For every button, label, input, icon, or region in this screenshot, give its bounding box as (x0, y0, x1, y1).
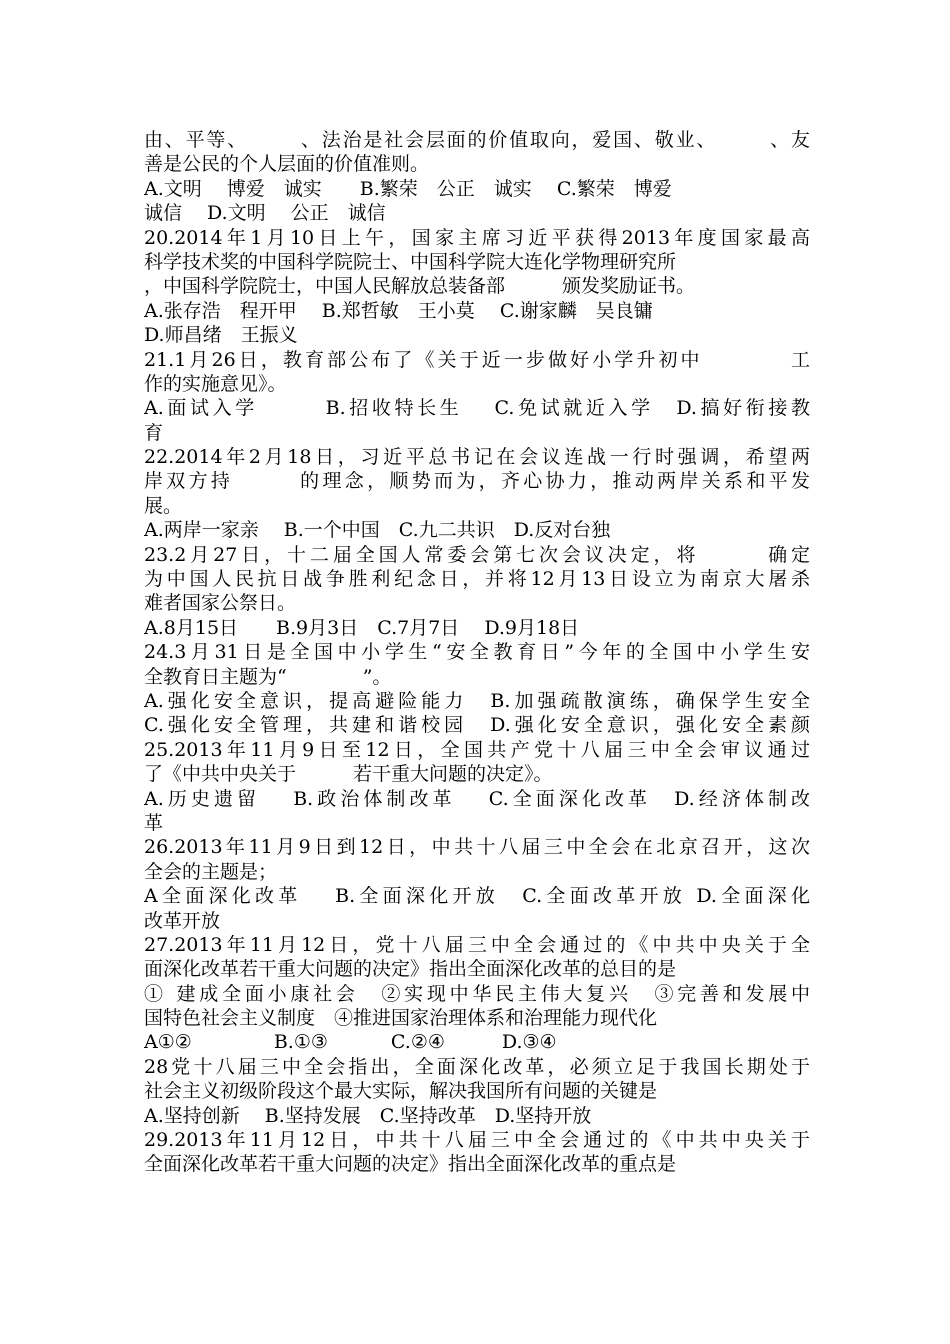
text-line: 善是公民的个人层面的价值准则。 (144, 153, 430, 176)
text-line: 25.2013年11月9日至12日，全国共产党十八届三中全会审议通过 (144, 738, 810, 761)
text-line: A.坚持创新 B.坚持发展 C.坚持改革 D.坚持开放 (144, 1104, 592, 1127)
text-line: 21.1月26日，教育部公布了《关于近一步做好小学升初中 工 (144, 348, 810, 371)
text-line: 22.2014年2月18日，习近平总书记在会议连战一行时强调，希望两 (144, 446, 810, 469)
text-line: 28党十八届三中全会指出，全面深化改革，必须立足于我国长期处于 (144, 1055, 810, 1078)
text-line: 为中国人民抗日战争胜利纪念日，并将12月13日设立为南京大屠杀 (144, 568, 810, 591)
text-line: 诚信 D.文明 公正 诚信 (144, 202, 386, 225)
text-line: 由、平等、 、法治是社会层面的价值取向，爱国、敬业、 、友 (144, 129, 810, 151)
text-line: A.强化安全意识，提高避险能力 B.加强疏散演练，确保学生安全 (144, 689, 810, 712)
text-line: A.文明 博爱 诚实 B.繁荣 公正 诚实 C.繁荣 博爱 (144, 177, 672, 200)
text-line: 全面深化改革若干重大问题的决定》指出全面深化改革的重点是 (144, 1153, 677, 1176)
text-line: 26.2013年11月9日到12日，中共十八届三中全会在北京召开，这次 (144, 836, 810, 859)
document-page (144, 128, 810, 1177)
text-line: 了《中共中央关于 若干重大问题的决定》。 (144, 763, 553, 786)
text-line: 全会的主题是； (144, 860, 278, 883)
text-line: A.历史遗留 B.政治体制改革 C.全面深化改革 D.经济体制改 (144, 787, 810, 810)
text-line: 29.2013年11月12日，中共十八届三中全会通过的《中共中央关于 (144, 1129, 810, 1152)
text-line: 23.2月27日，十二届全国人常委会第七次会议决定，将 确定 (144, 543, 810, 566)
text-line: 革 (144, 811, 164, 834)
text-line: A.面试入学 B.招收特长生 C.免试就近入学 D.搞好衔接教 (144, 397, 810, 420)
text-line: 岸双方持 的理念，顺势而为，齐心协力，推动两岸关系和平发 (144, 470, 810, 493)
text-line: 面深化改革若干重大问题的决定》指出全面深化改革的总目的是 (144, 958, 677, 981)
text-line: A.张存浩 程开甲 B.郑哲敏 王小莫 C.谢家麟 吴良镛 (144, 299, 653, 322)
text-line: 难者国家公祭日。 (144, 592, 297, 615)
text-line: 作的实施意见》。 (144, 372, 287, 395)
text-line: ① 建成全面小康社会 ②实现中华民主伟大复兴 ③完善和发展中 (144, 982, 810, 1005)
text-line: 24.3月31日是全国中小学生“安全教育日”今年的全国中小学生安 (144, 641, 810, 664)
text-line: 科学技术奖的中国科学院院士、中国科学院大连化学物理研究所 (144, 250, 677, 273)
text-line: A.两岸一家亲 B.一个中国 C.九二共识 D.反对台独 (144, 519, 611, 542)
text-line: D.师昌绪 王振义 (144, 324, 298, 347)
text-line: 全教育日主题为“ ”。 (144, 665, 392, 688)
text-line: 国特色社会主义制度 ④推进国家治理体系和治理能力现代化 (144, 1007, 658, 1030)
text-line: A全面深化改革 B.全面深化开放 C.全面改革开放 D.全面深化 (144, 885, 810, 908)
text-line: A①② B.①③ C.②④ D.③④ (144, 1031, 557, 1054)
text-line: 社会主义初级阶段这个最大实际，解决我国所有问题的关键是 (144, 1080, 658, 1103)
text-line: 改革开放 (144, 909, 221, 932)
text-line: 展。 (144, 494, 183, 517)
text-line: C.强化安全管理，共建和谐校园 D.强化安全意识，强化安全素颜 (144, 714, 810, 737)
text-line: 27.2013年11月12日，党十八届三中全会通过的《中共中央关于全 (144, 933, 810, 956)
text-line: ，中国科学院院士，中国人民解放总装备部 颁发奖励证书。 (144, 275, 696, 298)
text-line: 育 (144, 421, 164, 444)
text-line: 20.2014年1月10日上午，国家主席习近平获得2013年度国家最高 (144, 226, 810, 249)
text-line: A.8月15日 B.9月3日 C.7月7日 D.9月18日 (144, 616, 580, 639)
